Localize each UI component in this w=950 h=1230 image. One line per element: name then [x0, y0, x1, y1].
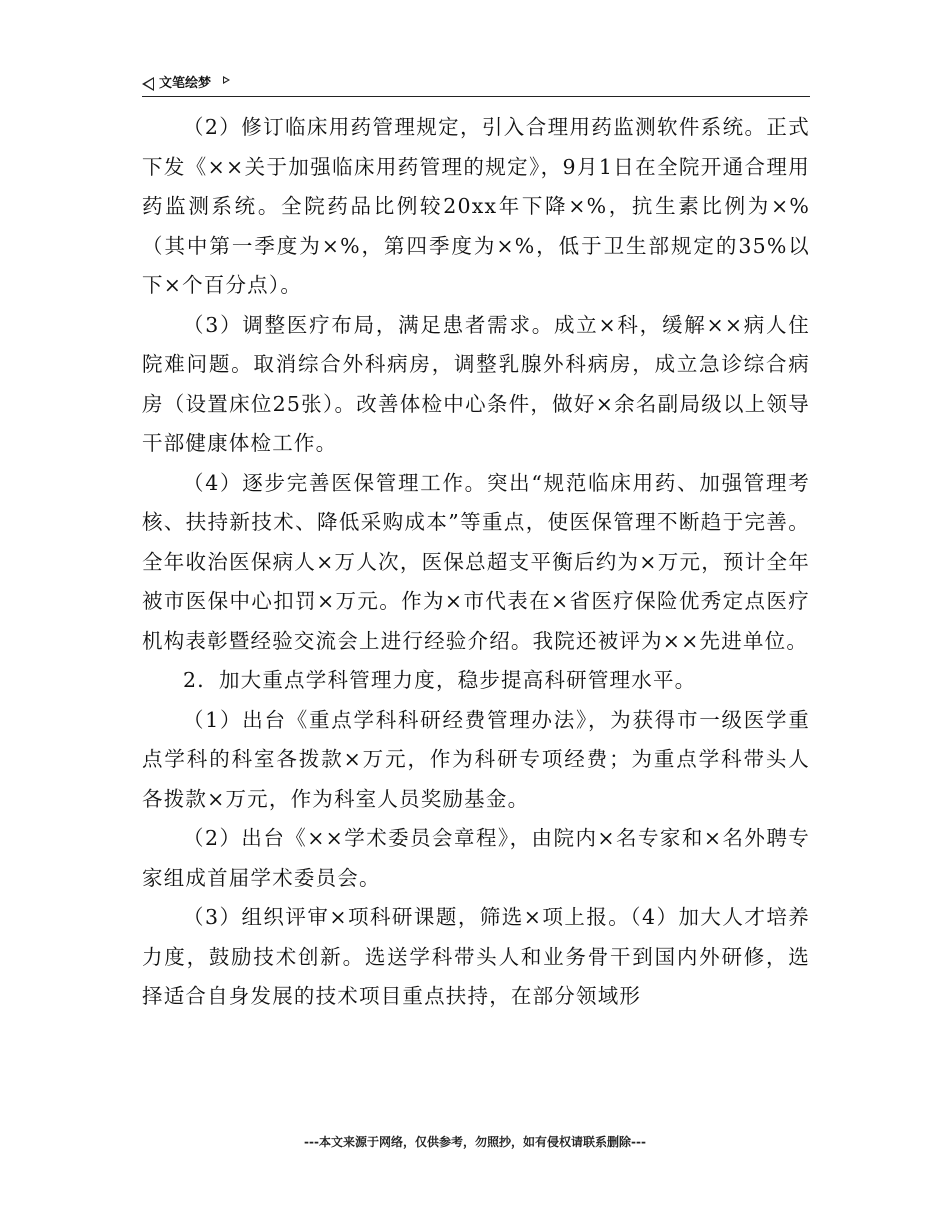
triangle-right-icon: [223, 76, 230, 84]
paragraph-drug-management: （2）修订临床用药管理规定，引入合理用药监测软件系统。正式下发《××关于加强临床用药管理的规定》，9月1日在全院开通合理用药监测系统。全院药品比例较20xx年下降×%，抗生素比例为×%（其中第一季度为×%，第四季度为×%，低于卫生部规定的35%以下×个百分点）。: [142, 115, 810, 297]
page-footer: ---本文来源于网络，仅供参考，勿照抄，如有侵权请联系删除---: [304, 1135, 646, 1149]
paragraph-insurance-management: （4）逐步完善医保管理工作。突出“规范临床用药、加强管理考核、扶持新技术、降低采购成本”等重点，使医保管理不断趋于完善。全年收治医保病人×万人次，医保总超支平衡后约为×万元，预计全年被市医保中心扣罚×万元。作为×市代表在×省医疗保险优秀定点医疗机构表彰暨经验交流会上进行经验介绍。我院还被评为××先进单位。: [142, 470, 810, 653]
paragraph-academic-committee: （2）出台《××学术委员会章程》，由院内×名专家和×名外聘专家组成首届学术委员会。: [142, 826, 810, 890]
document-body: [142, 108, 810, 1017]
paragraph-research-projects: （3）组织评审×项科研课题，筛选×项上报。（4）加大人才培养力度，鼓励技术创新。选送学科带头人和业务骨干到国内外研修，选择适合自身发展的技术项目重点扶持，在部分领域形: [142, 905, 810, 1008]
section-heading-key-disciplines: 2．加大重点学科管理力度，稳步提高科研管理水平。: [183, 668, 697, 692]
triangle-left-icon: [142, 77, 154, 91]
paragraph-medical-layout: （3）调整医疗布局，满足患者需求。成立×科，缓解××病人住院难问题。取消综合外科病房，调整乳腺外科病房，成立急诊综合病房（设置床位25张）。改善体检中心条件，做好×余名副局级以上领导干部健康体检工作。: [142, 312, 810, 455]
page-header: [142, 72, 810, 97]
paragraph-research-funding: （1）出台《重点学科科研经费管理办法》，为获得市一级医学重点学科的科室各拨款×万元，作为科研专项经费；为重点学科带头人各拨款×万元，作为科室人员奖励基金。: [142, 707, 810, 811]
header-title: 文笔绘梦: [159, 76, 212, 91]
